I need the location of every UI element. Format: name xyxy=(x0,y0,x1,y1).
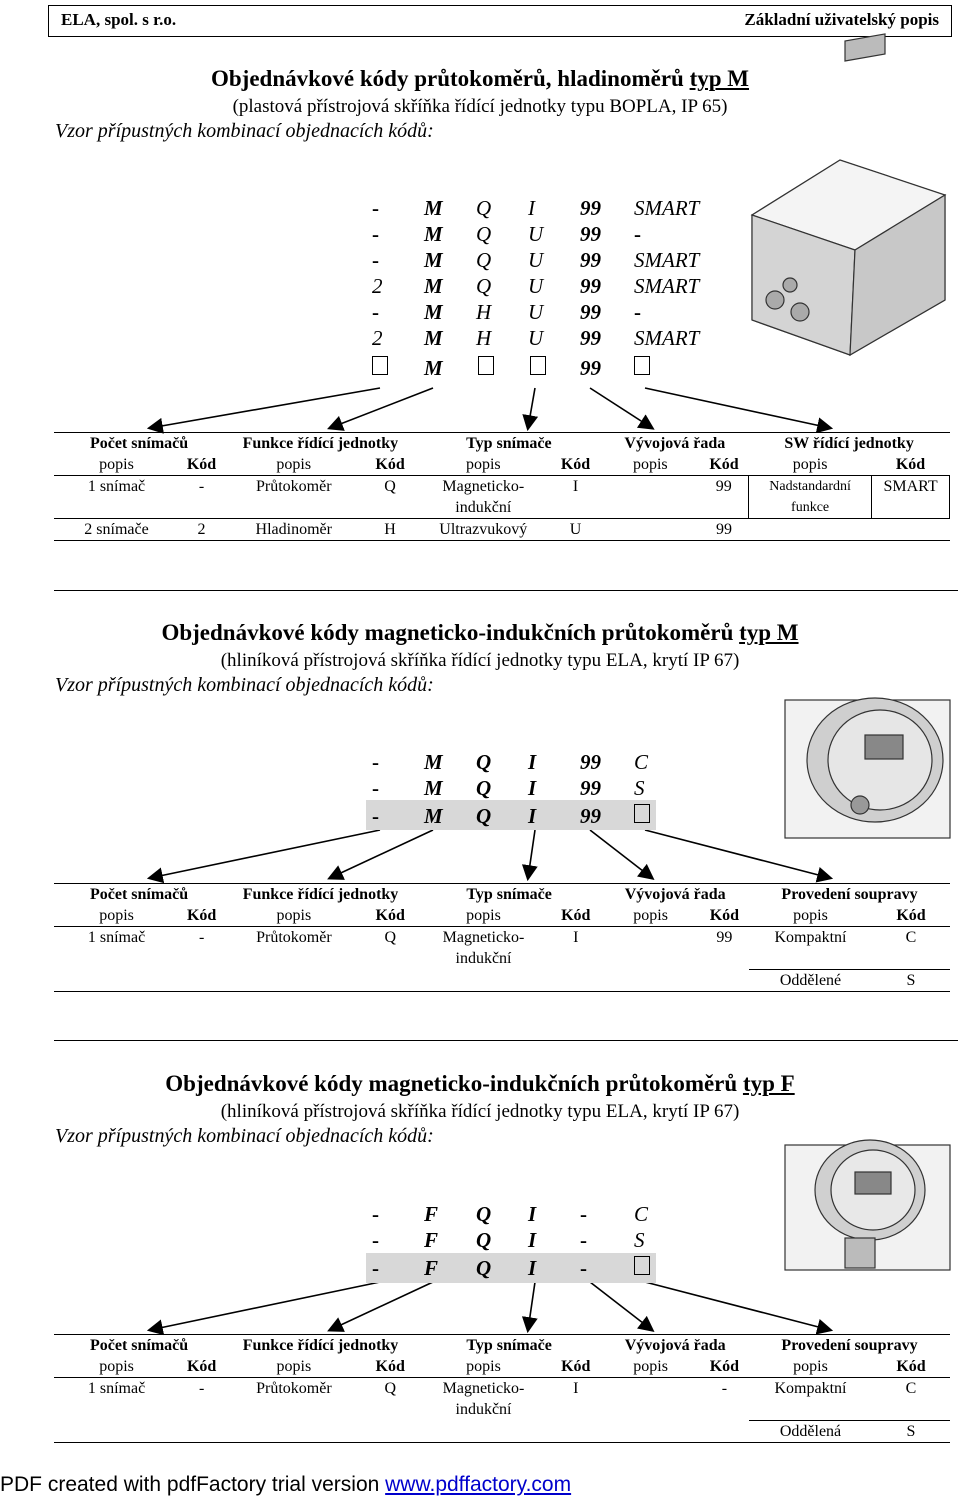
section1-vzor: Vzor přípustných kombinací objednacích kódů: xyxy=(55,120,434,142)
section2-table: Počet snímačů Funkce řídící jednotky Typ snímače Vývojová řada Provedení soupravy popis Kód popis Kód popis Kód popis Kód popis Kód 1 snímač - Průtokoměr Q Magneticko- indukční I 99 Kompaktní C Oddělené S xyxy=(54,883,950,992)
pdf-footer xyxy=(0,1473,571,1497)
code-template-row: - M Q I 99 xyxy=(0,804,960,830)
footer-text: PDF created with pdfFactory trial version xyxy=(0,1473,386,1496)
placeholder-box xyxy=(530,356,546,375)
table-row: Oddělená S xyxy=(54,1420,950,1442)
section2-vzor: Vzor přípustných kombinací objednacích kódů: xyxy=(55,674,434,696)
placeholder-box xyxy=(478,356,494,375)
section2-title: Objednávkové kódy magneticko-indukčních průtokoměrů typ M xyxy=(161,620,799,645)
placeholder-box xyxy=(634,804,650,823)
code-row: - M Q U 99 SMART xyxy=(372,248,700,272)
table-row: 1 snímač - Průtokoměr Q Magneticko- indukční I 99 Nadstandardní funkce SMART xyxy=(54,476,950,519)
section-divider xyxy=(54,590,958,591)
code-row: 2 M H U 99 SMART xyxy=(372,326,700,350)
company-name: ELA, spol. s r.o. xyxy=(61,10,177,29)
section3-vzor: Vzor přípustných kombinací objednacích kódů: xyxy=(55,1125,434,1147)
section3-table: Počet snímačů Funkce řídící jednotky Typ snímače Vývojová řada Provedení soupravy popis Kód popis Kód popis Kód popis Kód popis Kód 1 snímač - Průtokoměr Q Magneticko- indukční I - Kompaktní C Oddělená S xyxy=(54,1334,950,1443)
placeholder-box xyxy=(634,356,650,375)
code-template-row: M 99 xyxy=(0,356,960,382)
section3-title: Objednávkové kódy magneticko-indukčních průtokoměrů typ F xyxy=(165,1071,795,1096)
code-row: - M H U 99 - xyxy=(372,300,641,324)
table-row: 1 snímač - Průtokoměr Q Magneticko- indukční I - Kompaktní C xyxy=(54,1378,950,1421)
code-row: - F Q I - S xyxy=(372,1228,645,1252)
code-row: - F Q I - C xyxy=(372,1202,649,1226)
placeholder-box xyxy=(372,356,388,375)
section2-subtitle: (hliníková přístrojová skříňka řídící jednotky typu ELA, krytí IP 67) xyxy=(220,650,740,671)
code-row: - M Q I 99 SMART xyxy=(372,196,700,220)
section-divider xyxy=(54,1040,958,1041)
section1-title: Objednávkové kódy průtokoměrů, hladinoměrů typ M xyxy=(210,66,750,91)
table-row: 2 snímače 2 Hladinoměr H Ultrazvukový U 99 xyxy=(54,519,950,541)
table-row: 1 snímač - Průtokoměr Q Magneticko- indukční I 99 Kompaktní C xyxy=(54,927,950,970)
table-row: Oddělené S xyxy=(54,969,950,991)
section3-subtitle: (hliníková přístrojová skříňka řídící jednotky typu ELA, krytí IP 67) xyxy=(220,1101,740,1122)
code-template-row: - F Q I - xyxy=(0,1256,960,1282)
section1-table: Počet snímačů Funkce řídící jednotky Typ snímače Vývojová řada SW řídící jednotky popis Kód popis Kód popis Kód popis Kód popis Kód 1 snímač - Průtokoměr Q Magneticko- indukční I 99 Nadstandardní funkce SMART 2 snímače 2 Hladinoměr H Ultrazvukový U 99 xyxy=(54,432,950,541)
code-row: - M Q U 99 - xyxy=(372,222,641,246)
document-title: Základní uživatelský popis xyxy=(744,10,939,29)
pdffactory-link[interactable]: www.pdffactory.com xyxy=(385,1473,572,1496)
placeholder-box xyxy=(634,1256,650,1275)
code-row: - M Q I 99 S xyxy=(372,776,645,800)
section1-subtitle: (plastová přístrojová skříňka řídící jednotky typu BOPLA, IP 65) xyxy=(232,96,728,117)
code-row: - M Q I 99 C xyxy=(372,750,649,774)
code-row: 2 M Q U 99 SMART xyxy=(372,274,700,298)
